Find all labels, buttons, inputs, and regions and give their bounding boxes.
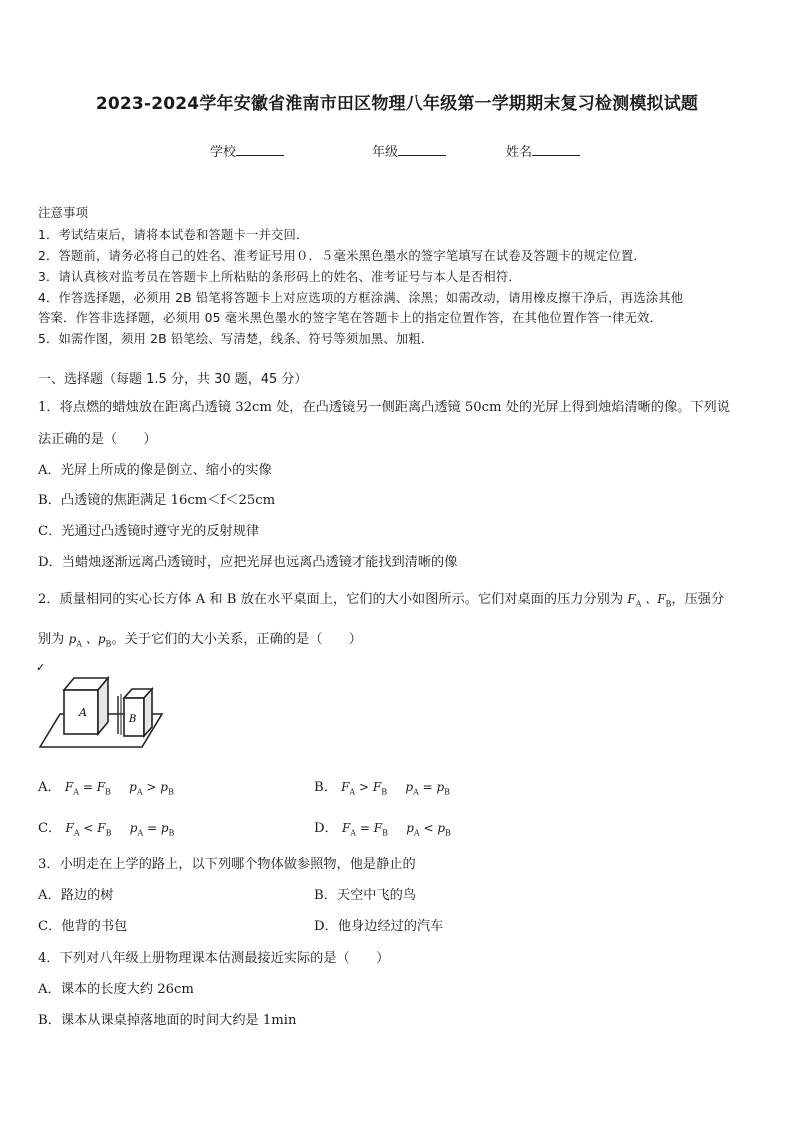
pressure-relation: $p_A = p_B$ (405, 780, 451, 797)
q1-option-d: D．当蜡烛逐渐远离凸透镜时，应把光屏也远离凸透镜才能找到清晰的像 (38, 555, 458, 570)
notice-item: 1．考试结束后，请将本试卷和答题卡一并交回． (38, 228, 309, 242)
q2-option-c (38, 817, 174, 837)
notice-item: 2．答题前，请务必将自己的姓名、准考证号用０．５毫米黑色墨水的签字笔填写在试卷及答题卡的规定位置． (38, 249, 646, 263)
notice-heading: 注意事项 (38, 205, 89, 220)
q2-stem-text-end: 。关于它们的大小关系，正确的是（ ） (111, 632, 362, 647)
notice-item: 答案．作答非选择题，必须用 05 毫米黑色墨水的签字笔在答题卡上的指定位置作答，在其他位置作答一律无效． (38, 311, 663, 325)
school-blank[interactable] (236, 143, 284, 156)
name-field (506, 141, 580, 160)
force-relation: $F_A > F_B$ (341, 780, 388, 797)
q4-option-a: A．课本的长度大约 26cm (38, 982, 194, 997)
q1-stem-line1: 1．将点燃的蜡烛放在距离凸透镜 32cm 处，在凸透镜另一侧距离凸透镜 50cm 处的光屏上得到烛焰清晰的像。下列说 (38, 400, 730, 415)
q2-pressure-vars: $p_A$ 、$p_B$ (68, 632, 112, 649)
q2-force-vars: $F_A$ 、$F_B$ (627, 592, 672, 609)
option-letter: D． (314, 821, 338, 836)
section-heading: 一、选择题（每题 1.5 分，共 30 题，45 分） (38, 372, 308, 387)
q1-option-c: C．光通过凸透镜时遵守光的反射规律 (38, 524, 260, 539)
q3-stem: 3．小明走在上学的路上，以下列哪个物体做参照物，他是静止的 (38, 857, 416, 872)
notice-item: 3．请认真核对监考员在答题卡上所粘贴的条形码上的姓名、准考证号与本人是否相符． (38, 270, 521, 284)
grade-field (372, 141, 446, 160)
q2-figure (36, 660, 166, 760)
exam-title: 2023-2024学年安徽省淮南市田区物理八年级第一学期期末复习检测模拟试题 (95, 94, 699, 114)
figure-mark: ✓ (36, 661, 46, 674)
q3-option-c: C．他背的书包 (38, 919, 128, 934)
grade-blank[interactable] (398, 143, 446, 156)
option-letter: B． (314, 780, 337, 795)
force-relation: $F_A = F_B$ (341, 821, 388, 838)
q1-option-a: A．光屏上所成的像是倒立、缩小的实像 (38, 463, 272, 478)
pressure-relation: $p_A < p_B$ (406, 821, 451, 838)
notice-item: 4．作答选择题，必须用 2B 铅笔将答题卡上对应选项的方框涂满、涂黑；如需改动，请用橡皮擦干净后，再选涂其他 (38, 291, 684, 305)
q3-option-b: B．天空中飞的鸟 (314, 888, 417, 903)
school-label: 学校 (210, 145, 237, 160)
q2-stem-line2 (38, 628, 362, 648)
q4-stem: 4．下列对八年级上册物理课本估测最接近实际的是（ ） (38, 951, 390, 966)
q3-option-a: A．路边的树 (38, 888, 114, 903)
notice-item: 5．如需作图，须用 2B 铅笔绘、写清楚，线条、符号等须加黑、加粗． (38, 332, 434, 346)
name-label: 姓名 (506, 145, 533, 160)
force-relation: $F_A = F_B$ (64, 780, 111, 797)
pressure-relation: $p_A > p_B$ (129, 780, 174, 797)
q1-option-b: B．凸透镜的焦距满足 16cm＜f＜25cm (38, 493, 276, 508)
q2-option-d (314, 817, 451, 837)
block-b-label: B (129, 714, 137, 725)
force-relation: $F_A < F_B$ (65, 821, 112, 838)
option-letter: C． (38, 821, 62, 836)
pressure-relation: $p_A = p_B$ (129, 821, 175, 838)
block-a-label: A (79, 706, 87, 719)
q1-stem-line2: 法正确的是（ ） (38, 432, 157, 447)
grade-label: 年级 (372, 145, 399, 160)
q3-option-d: D．他身边经过的汽车 (314, 919, 444, 934)
q2-stem-text-end: ，压强分 (671, 592, 725, 607)
name-blank[interactable] (532, 143, 580, 156)
q4-option-b: B．课本从课桌掉落地面的时间大约是 1min (38, 1013, 297, 1028)
block-b-side (144, 689, 152, 736)
q2-stem-text: 别为 (38, 632, 65, 647)
q2-stem-line1 (38, 588, 724, 608)
q2-option-a (38, 776, 174, 796)
blocks-diagram (36, 660, 166, 756)
q2-stem-text: 2．质量相同的实心长方体 A 和 B 放在水平桌面上，它们的大小如图所示。它们对桌面的压力分别为 (38, 592, 624, 607)
school-field (210, 141, 284, 160)
option-letter: A． (38, 780, 61, 795)
q2-option-b (314, 776, 450, 796)
